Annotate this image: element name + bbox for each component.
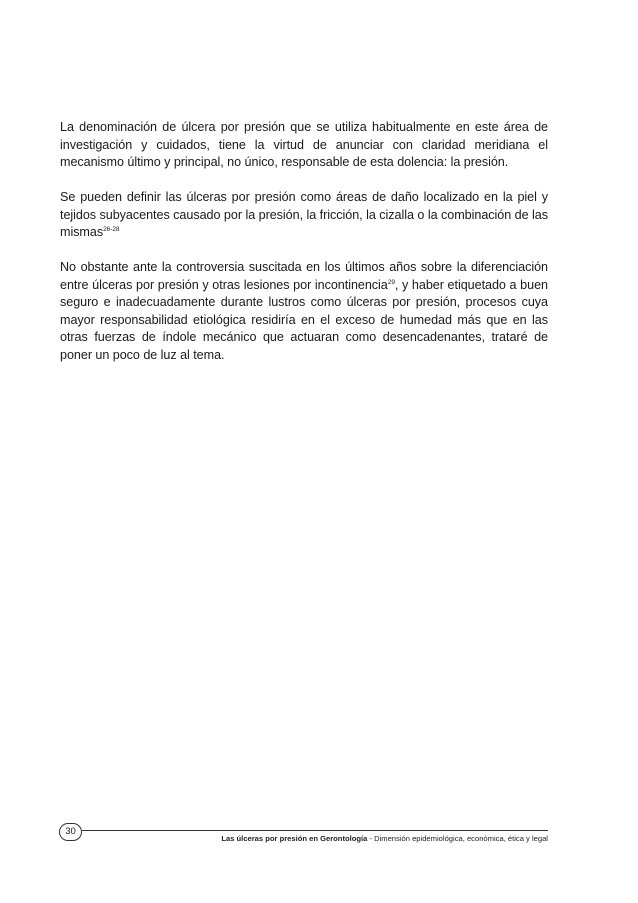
body-text (60, 119, 548, 364)
reference-superscript: 26-28 (103, 226, 120, 233)
paragraph-3-text-b: , y haber etiquetado a buen seguro e inadecuadamente durante lustros como úlceras por presión, procesos cuya mayor responsabilidad etiológica residiría en el exceso de humedad más que en las otras fuerzas de índole mecánico que actuaran como desencadenantes, trataré de poner un poco de luz al tema. (60, 277, 548, 362)
paragraph-2 (60, 189, 548, 242)
footer-book-title: Las úlceras por presión en Gerontología (221, 834, 368, 843)
footer-divider (82, 830, 548, 831)
paragraph-1: La denominación de úlcera por presión que se utiliza habitualmente en este área de investigación y cuidados, tiene la virtud de anunciar con claridad meridiana el mecanismo último y principal, no único, responsable de esta dolencia: la presión. (60, 120, 548, 169)
paragraph-2-text: Se pueden definir las úlceras por presión como áreas de daño localizado en la piel y tejidos subyacentes causado por la presión, la fricción, la cizalla o la combinación de las mismas (60, 190, 548, 239)
paragraph-3-text-a: No obstante ante la controversia suscitada en los últimos años sobre la diferenciación entre úlceras por presión y otras lesiones por incontinencia (60, 260, 548, 292)
footer-subtitle: - Dimensión epidemiológica, económica, ética y legal (367, 834, 548, 843)
page-number: 30 (59, 823, 82, 841)
reference-superscript: 29 (387, 278, 395, 286)
running-footer (221, 834, 548, 843)
paragraph-3 (60, 259, 548, 364)
